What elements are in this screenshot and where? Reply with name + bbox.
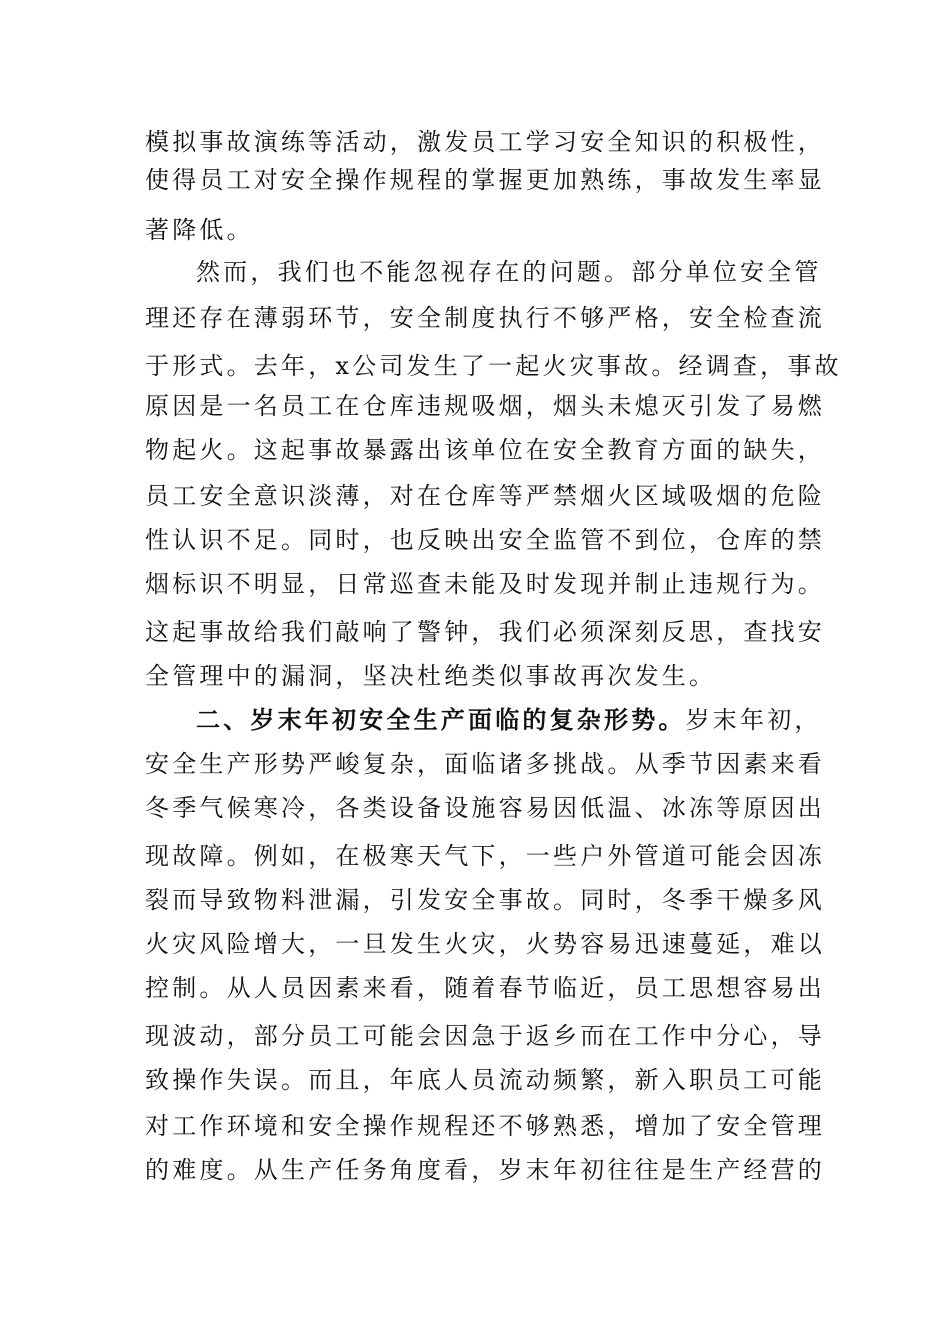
text-line: 员工安全意识淡薄，对在仓库等严禁烟火区域吸烟的危险 — [145, 482, 825, 510]
text-line: 原因是一名员工在仓库违规吸烟，烟头未熄灭引发了易燃 — [145, 392, 825, 420]
text-line: 控制。从人员因素来看，随着春节临近，员工思想容易出 — [145, 974, 825, 1002]
text-line: 这起事故给我们敲响了警钟，我们必须深刻反思，查找安 — [145, 618, 825, 646]
text-line: 现故障。例如，在极寒天气下，一些户外管道可能会因冻 — [145, 842, 825, 870]
text-line: 裂而导致物料泄漏，引发安全事故。同时，冬季干燥多风 — [145, 886, 825, 914]
text-line: 于形式。去年，x公司发生了一起火灾事故。经调查，事故 — [145, 352, 842, 380]
text-line: 安全生产形势严峻复杂，面临诸多挑战。从季节因素来看 — [145, 750, 825, 778]
text-line: 使得员工对安全操作规程的掌握更加熟练，事故发生率显 — [145, 166, 825, 194]
text-line: 致操作失误。而且，年底人员流动频繁，新入职员工可能 — [145, 1066, 825, 1094]
text-line: 理还存在薄弱环节，安全制度执行不够严格，安全检查流 — [145, 304, 825, 332]
text-line: 然而，我们也不能忽视存在的问题。部分单位安全管 — [196, 258, 822, 286]
text-line: 著降低。 — [145, 216, 254, 244]
text-line: 性认识不足。同时，也反映出安全监管不到位，仓库的禁 — [145, 526, 825, 554]
section-heading: 二、岁末年初安全生产面临的复杂形势。 — [196, 705, 686, 734]
text-line: 烟标识不明显，日常巡查未能及时发现并制止违规行为。 — [145, 570, 825, 598]
text-line: 全管理中的漏洞，坚决杜绝类似事故再次发生。 — [145, 662, 717, 690]
text-line: 的难度。从生产任务角度看，岁末年初往往是生产经营的 — [145, 1156, 825, 1184]
text-line: 火灾风险增大，一旦发生火灾，火势容易迅速蔓延，难以 — [145, 930, 825, 958]
heading-line-rest: 岁末年初， — [685, 706, 822, 734]
heading-line — [196, 700, 822, 740]
text-line: 物起火。这起事故暴露出该单位在安全教育方面的缺失， — [145, 436, 825, 464]
text-line: 对工作环境和安全操作规程还不够熟悉，增加了安全管理 — [145, 1112, 825, 1140]
text-line: 现波动，部分员工可能会因急于返乡而在工作中分心，导 — [145, 1022, 825, 1050]
text-line: 冬季气候寒冷，各类设备设施容易因低温、冰冻等原因出 — [145, 794, 825, 822]
text-line: 模拟事故演练等活动，激发员工学习安全知识的积极性， — [145, 128, 825, 156]
